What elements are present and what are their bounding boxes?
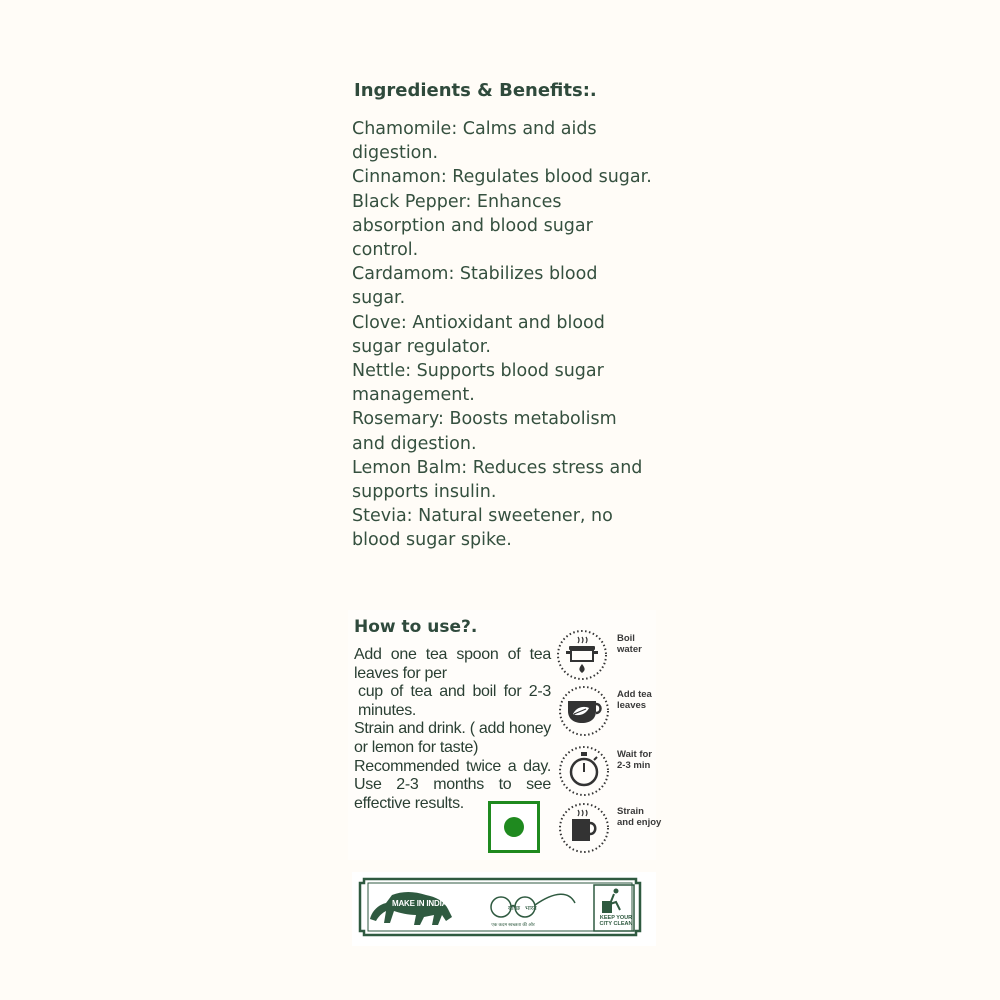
keep-city-clean-label: KEEP YOUR CITY CLEAN — [599, 915, 633, 927]
bharat-word: भारत — [525, 906, 537, 912]
vegetarian-mark-icon — [488, 801, 540, 853]
step-strain-enjoy — [556, 800, 662, 856]
ingredients-title: Ingredients & Benefits:. — [354, 80, 597, 101]
instruction-line: Recommended twice a day. Use 2-3 months to see effective results. — [354, 757, 551, 812]
step-label: Add tea leaves — [617, 689, 652, 711]
ingredient-item: Chamomile: Calms and aids digestion. — [352, 119, 597, 164]
ingredients-list — [352, 117, 652, 553]
step-add-tea-leaves — [556, 683, 656, 739]
swachh-word: स्वच्छ — [508, 906, 521, 912]
step-boil-water — [556, 627, 656, 683]
instruction-line: Strain and drink. ( add honey or lemon for taste) — [354, 720, 551, 756]
boiling-pot-icon — [556, 627, 612, 683]
step-label: Boil water — [617, 633, 642, 655]
swachh-tagline: एक कदम स्वच्छता की ओर — [491, 922, 535, 927]
how-to-use-title: How to use?. — [354, 617, 478, 637]
ingredient-item: Lemon Balm: Reduces stress and supports insulin. — [352, 457, 643, 503]
how-to-use-instructions — [354, 646, 551, 813]
instruction-line: cup of tea and boil for 2-3 minutes. — [358, 683, 551, 719]
step-label: Wait for 2-3 min — [617, 749, 653, 771]
instruction-line: Add one tea spoon of tea leaves for per — [354, 646, 551, 682]
vegetarian-dot — [504, 817, 524, 837]
ingredient-item: Cinnamon: Regulates blood sugar. — [352, 167, 652, 188]
ingredient-item: Black Pepper: Enhances absorption and blood sugar control. — [352, 191, 593, 261]
ingredient-item: Stevia: Natural sweetener, no blood sugar spike. — [352, 506, 613, 551]
lion-icon — [370, 892, 452, 925]
step-label: Strain and enjoy — [617, 806, 662, 828]
steaming-mug-icon — [556, 800, 612, 856]
stopwatch-icon — [556, 743, 612, 799]
make-in-india-logo: MAKE IN INDIA — [392, 899, 448, 908]
ingredient-item: Rosemary: Boosts metabolism and digestion. — [352, 409, 617, 454]
ingredient-item: Clove: Antioxidant and blood sugar regulator. — [352, 312, 605, 357]
step-wait — [556, 743, 656, 799]
ingredient-item: Cardamom: Stabilizes blood sugar. — [352, 264, 598, 309]
tea-cup-leaf-icon — [556, 683, 612, 739]
ingredient-item: Nettle: Supports blood sugar management. — [352, 361, 604, 406]
